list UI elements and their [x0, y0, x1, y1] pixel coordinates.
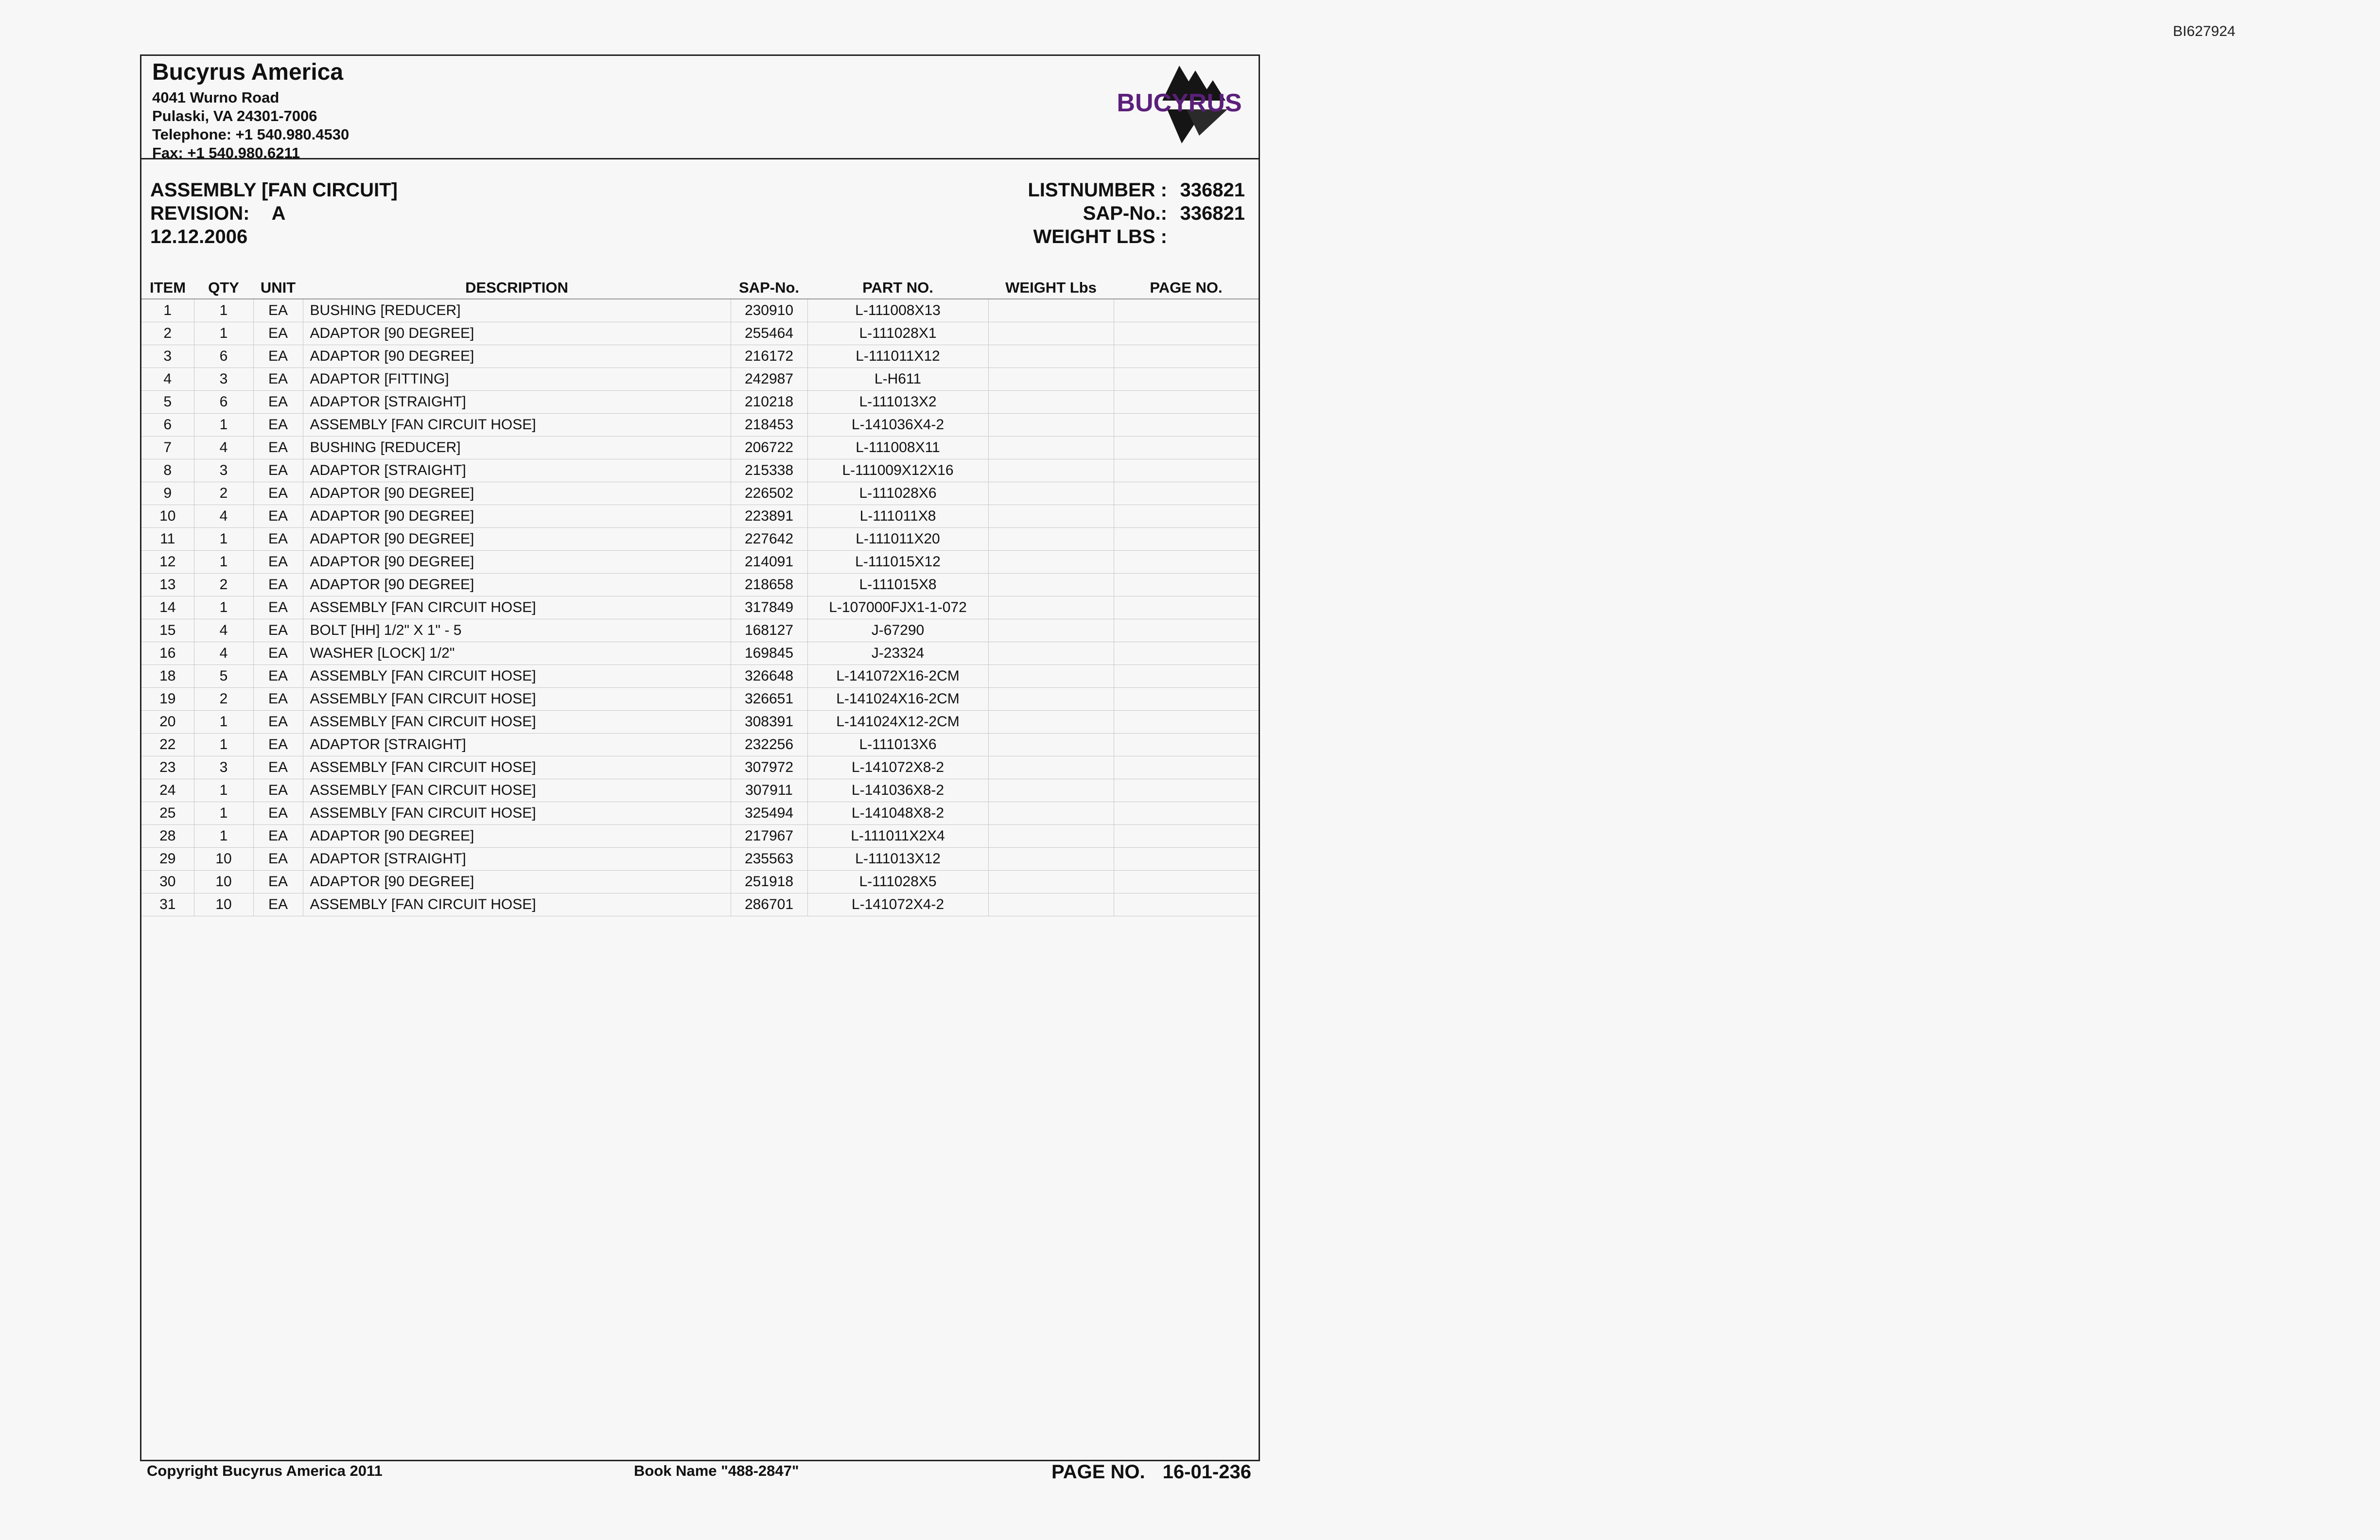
part-no-cell: L-111013X6: [807, 734, 988, 756]
qty-cell: 1: [194, 825, 253, 848]
qty-cell: 4: [194, 642, 253, 665]
table-row: [141, 893, 1259, 916]
table-row: [141, 459, 1259, 482]
sap-no-cell: 307911: [731, 779, 807, 802]
sap-no-cell: 230910: [731, 299, 807, 322]
part-no-cell: L-111028X1: [807, 322, 988, 345]
unit-cell: EA: [253, 322, 303, 345]
page-no-cell: [1114, 711, 1259, 734]
parts-table: [141, 277, 1259, 916]
table-row: [141, 596, 1259, 619]
part-no-cell: L-111011X2X4: [807, 825, 988, 848]
description-cell: ASSEMBLY [FAN CIRCUIT HOSE]: [303, 414, 731, 437]
page-number-value: 16-01-236: [1162, 1461, 1251, 1483]
item-cell: 14: [141, 596, 194, 619]
qty-cell: 2: [194, 574, 253, 596]
company-address-line1: 4041 Wurno Road: [152, 89, 280, 106]
description-cell: ASSEMBLY [FAN CIRCUIT HOSE]: [303, 893, 731, 916]
sap-no-cell: 226502: [731, 482, 807, 505]
page-no-cell: [1114, 893, 1259, 916]
unit-cell: EA: [253, 574, 303, 596]
table-row: [141, 505, 1259, 528]
unit-cell: EA: [253, 505, 303, 528]
page-no-cell: [1114, 368, 1259, 391]
item-cell: 25: [141, 802, 194, 825]
item-cell: 11: [141, 528, 194, 551]
part-no-cell: L-141048X8-2: [807, 802, 988, 825]
revision-line: [150, 202, 398, 225]
weight-cell: [988, 505, 1114, 528]
unit-cell: EA: [253, 893, 303, 916]
qty-cell: 1: [194, 551, 253, 574]
qty-cell: 10: [194, 871, 253, 893]
page-no-cell: [1114, 414, 1259, 437]
table-row: [141, 688, 1259, 711]
qty-cell: 3: [194, 368, 253, 391]
page-no-cell: [1114, 848, 1259, 871]
part-no-cell: L-141072X16-2CM: [807, 665, 988, 688]
description-cell: ASSEMBLY [FAN CIRCUIT HOSE]: [303, 711, 731, 734]
sap-no-cell: 242987: [731, 368, 807, 391]
unit-cell: EA: [253, 596, 303, 619]
part-no-cell: L-111015X12: [807, 551, 988, 574]
weight-cell: [988, 619, 1114, 642]
sap-label: SAP-No.:: [1083, 203, 1167, 224]
page-no-cell: [1114, 871, 1259, 893]
col-header-item: ITEM: [141, 277, 194, 299]
sap-no-cell: 325494: [731, 802, 807, 825]
sap-row: [1028, 202, 1245, 225]
qty-cell: 1: [194, 596, 253, 619]
weight-cell: [988, 368, 1114, 391]
part-no-cell: L-107000FJX1-1-072: [807, 596, 988, 619]
description-cell: ADAPTOR [90 DEGREE]: [303, 551, 731, 574]
unit-cell: EA: [253, 391, 303, 414]
weight-cell: [988, 893, 1114, 916]
page-number-label: PAGE NO.: [1051, 1461, 1145, 1483]
item-cell: 30: [141, 871, 194, 893]
qty-cell: 2: [194, 688, 253, 711]
unit-cell: EA: [253, 756, 303, 779]
page-no-cell: [1114, 642, 1259, 665]
description-cell: ASSEMBLY [FAN CIRCUIT HOSE]: [303, 802, 731, 825]
unit-cell: EA: [253, 825, 303, 848]
qty-cell: 10: [194, 893, 253, 916]
page-no-cell: [1114, 528, 1259, 551]
weight-cell: [988, 779, 1114, 802]
part-no-cell: L-141072X8-2: [807, 756, 988, 779]
unit-cell: EA: [253, 871, 303, 893]
page-footer: [140, 1460, 1260, 1489]
bucyrus-logo: [1109, 63, 1250, 150]
company-telephone: Telephone: +1 540.980.4530: [152, 126, 350, 143]
description-cell: ADAPTOR [90 DEGREE]: [303, 505, 731, 528]
qty-cell: 1: [194, 802, 253, 825]
weight-cell: [988, 848, 1114, 871]
description-cell: ADAPTOR [90 DEGREE]: [303, 482, 731, 505]
book-name: Book Name "488-2847": [634, 1462, 799, 1479]
sap-no-cell: 307972: [731, 756, 807, 779]
revision-label: REVISION:: [150, 203, 250, 224]
description-cell: WASHER [LOCK] 1/2": [303, 642, 731, 665]
table-row: [141, 574, 1259, 596]
sap-no-cell: 210218: [731, 391, 807, 414]
table-row: [141, 551, 1259, 574]
part-no-cell: J-23324: [807, 642, 988, 665]
part-no-cell: L-111011X12: [807, 345, 988, 368]
qty-cell: 1: [194, 322, 253, 345]
table-row: [141, 756, 1259, 779]
sap-no-cell: 235563: [731, 848, 807, 871]
weight-cell: [988, 665, 1114, 688]
part-no-cell: L-111028X5: [807, 871, 988, 893]
sap-no-cell: 168127: [731, 619, 807, 642]
weight-row: [1028, 225, 1245, 248]
page-no-cell: [1114, 619, 1259, 642]
description-cell: BUSHING [REDUCER]: [303, 437, 731, 459]
item-cell: 23: [141, 756, 194, 779]
part-no-cell: L-111008X11: [807, 437, 988, 459]
unit-cell: EA: [253, 619, 303, 642]
table-row: [141, 871, 1259, 893]
page-no-cell: [1114, 802, 1259, 825]
part-no-cell: L-111009X12X16: [807, 459, 988, 482]
sap-value: 336821: [1180, 203, 1245, 224]
item-cell: 19: [141, 688, 194, 711]
table-row: [141, 642, 1259, 665]
page-no-cell: [1114, 551, 1259, 574]
sap-no-cell: 216172: [731, 345, 807, 368]
assembly-date: 12.12.2006: [150, 226, 248, 247]
unit-cell: EA: [253, 665, 303, 688]
col-header-page-no: PAGE NO.: [1114, 277, 1259, 299]
table-row: [141, 528, 1259, 551]
part-no-cell: L-H611: [807, 368, 988, 391]
weight-cell: [988, 299, 1114, 322]
table-row: [141, 482, 1259, 505]
unit-cell: EA: [253, 482, 303, 505]
company-address-line2: Pulaski, VA 24301-7006: [152, 107, 317, 124]
weight-cell: [988, 551, 1114, 574]
page-no-cell: [1114, 322, 1259, 345]
description-cell: ASSEMBLY [FAN CIRCUIT HOSE]: [303, 665, 731, 688]
part-no-cell: L-141072X4-2: [807, 893, 988, 916]
parts-list-sheet: [140, 54, 1260, 1461]
description-cell: ADAPTOR [STRAIGHT]: [303, 848, 731, 871]
item-cell: 5: [141, 391, 194, 414]
table-row: [141, 619, 1259, 642]
sap-no-cell: 326651: [731, 688, 807, 711]
page-no-cell: [1114, 574, 1259, 596]
item-cell: 2: [141, 322, 194, 345]
description-cell: ADAPTOR [90 DEGREE]: [303, 528, 731, 551]
qty-cell: 6: [194, 345, 253, 368]
sap-no-cell: 223891: [731, 505, 807, 528]
item-cell: 12: [141, 551, 194, 574]
part-no-cell: L-111013X12: [807, 848, 988, 871]
page-no-cell: [1114, 734, 1259, 756]
unit-cell: EA: [253, 734, 303, 756]
qty-cell: 6: [194, 391, 253, 414]
assembly-info: [150, 178, 398, 248]
part-no-cell: J-67290: [807, 619, 988, 642]
description-cell: BUSHING [REDUCER]: [303, 299, 731, 322]
col-header-unit: UNIT: [253, 277, 303, 299]
unit-cell: EA: [253, 437, 303, 459]
list-info: [1028, 178, 1245, 248]
part-no-cell: L-111028X6: [807, 482, 988, 505]
weight-cell: [988, 596, 1114, 619]
part-no-cell: L-111015X8: [807, 574, 988, 596]
qty-cell: 1: [194, 414, 253, 437]
page-no-cell: [1114, 756, 1259, 779]
qty-cell: 1: [194, 711, 253, 734]
sap-no-cell: 217967: [731, 825, 807, 848]
table-row: [141, 711, 1259, 734]
copyright-notice: Copyright Bucyrus America 2011: [147, 1462, 383, 1479]
unit-cell: EA: [253, 368, 303, 391]
page-no-cell: [1114, 665, 1259, 688]
table-row: [141, 391, 1259, 414]
description-cell: ADAPTOR [STRAIGHT]: [303, 459, 731, 482]
weight-cell: [988, 802, 1114, 825]
table-row: [141, 665, 1259, 688]
page-no-cell: [1114, 345, 1259, 368]
weight-cell: [988, 322, 1114, 345]
description-cell: ASSEMBLY [FAN CIRCUIT HOSE]: [303, 596, 731, 619]
sap-no-cell: 286701: [731, 893, 807, 916]
weight-cell: [988, 528, 1114, 551]
description-cell: ADAPTOR [90 DEGREE]: [303, 322, 731, 345]
item-cell: 15: [141, 619, 194, 642]
item-cell: 3: [141, 345, 194, 368]
page-no-cell: [1114, 596, 1259, 619]
col-header-sap-no: SAP-No.: [731, 277, 807, 299]
qty-cell: 4: [194, 437, 253, 459]
item-cell: 8: [141, 459, 194, 482]
weight-cell: [988, 688, 1114, 711]
qty-cell: 3: [194, 459, 253, 482]
listnumber-label: LISTNUMBER :: [1028, 179, 1167, 201]
qty-cell: 1: [194, 734, 253, 756]
unit-cell: EA: [253, 551, 303, 574]
company-fax: Fax: +1 540.980.6211: [152, 144, 300, 161]
item-cell: 31: [141, 893, 194, 916]
weight-cell: [988, 482, 1114, 505]
description-cell: ADAPTOR [FITTING]: [303, 368, 731, 391]
page-no-cell: [1114, 482, 1259, 505]
table-row: [141, 299, 1259, 322]
unit-cell: EA: [253, 802, 303, 825]
table-row: [141, 322, 1259, 345]
weight-cell: [988, 437, 1114, 459]
sap-no-cell: 218658: [731, 574, 807, 596]
part-no-cell: L-141036X8-2: [807, 779, 988, 802]
sap-no-cell: 227642: [731, 528, 807, 551]
weight-cell: [988, 345, 1114, 368]
weight-cell: [988, 756, 1114, 779]
unit-cell: EA: [253, 711, 303, 734]
page-no-cell: [1114, 779, 1259, 802]
unit-cell: EA: [253, 848, 303, 871]
table-row: [141, 345, 1259, 368]
item-cell: 1: [141, 299, 194, 322]
weight-cell: [988, 825, 1114, 848]
weight-cell: [988, 459, 1114, 482]
revision-value: A: [271, 203, 286, 224]
listnumber-row: [1028, 178, 1245, 202]
sap-no-cell: 169845: [731, 642, 807, 665]
sap-no-cell: 215338: [731, 459, 807, 482]
weight-cell: [988, 414, 1114, 437]
description-cell: ADAPTOR [90 DEGREE]: [303, 345, 731, 368]
unit-cell: EA: [253, 414, 303, 437]
unit-cell: EA: [253, 299, 303, 322]
qty-cell: 10: [194, 848, 253, 871]
page-no-cell: [1114, 825, 1259, 848]
qty-cell: 3: [194, 756, 253, 779]
sap-no-cell: 326648: [731, 665, 807, 688]
part-no-cell: L-141024X16-2CM: [807, 688, 988, 711]
item-cell: 16: [141, 642, 194, 665]
part-no-cell: L-111011X20: [807, 528, 988, 551]
page-no-cell: [1114, 391, 1259, 414]
part-no-cell: L-141024X12-2CM: [807, 711, 988, 734]
description-cell: ASSEMBLY [FAN CIRCUIT HOSE]: [303, 688, 731, 711]
item-cell: 22: [141, 734, 194, 756]
table-row: [141, 779, 1259, 802]
table-row: [141, 848, 1259, 871]
table-row: [141, 802, 1259, 825]
unit-cell: EA: [253, 459, 303, 482]
qty-cell: 5: [194, 665, 253, 688]
listnumber-value: 336821: [1180, 179, 1245, 201]
page-number: [1051, 1461, 1251, 1483]
description-cell: ADAPTOR [STRAIGHT]: [303, 734, 731, 756]
parts-table-body: [141, 299, 1259, 916]
item-cell: 6: [141, 414, 194, 437]
description-cell: ADAPTOR [90 DEGREE]: [303, 574, 731, 596]
sap-no-cell: 317849: [731, 596, 807, 619]
unit-cell: EA: [253, 779, 303, 802]
company-name: Bucyrus America: [152, 59, 344, 85]
qty-cell: 4: [194, 619, 253, 642]
item-cell: 20: [141, 711, 194, 734]
col-header-description: DESCRIPTION: [303, 277, 731, 299]
part-no-cell: L-111008X13: [807, 299, 988, 322]
weight-label: WEIGHT LBS :: [1033, 226, 1167, 247]
description-cell: ASSEMBLY [FAN CIRCUIT HOSE]: [303, 756, 731, 779]
weight-cell: [988, 574, 1114, 596]
sap-no-cell: 232256: [731, 734, 807, 756]
qty-cell: 4: [194, 505, 253, 528]
weight-cell: [988, 734, 1114, 756]
sap-no-cell: 214091: [731, 551, 807, 574]
sap-no-cell: 255464: [731, 322, 807, 345]
part-no-cell: L-111011X8: [807, 505, 988, 528]
qty-cell: 1: [194, 299, 253, 322]
part-no-cell: L-141036X4-2: [807, 414, 988, 437]
item-cell: 7: [141, 437, 194, 459]
table-row: [141, 414, 1259, 437]
description-cell: ASSEMBLY [FAN CIRCUIT HOSE]: [303, 779, 731, 802]
assembly-title: ASSEMBLY [FAN CIRCUIT]: [150, 179, 398, 201]
qty-cell: 1: [194, 528, 253, 551]
document-id: BI627924: [2173, 23, 2236, 39]
item-cell: 4: [141, 368, 194, 391]
table-header-row: [141, 277, 1259, 299]
weight-value: [1167, 225, 1245, 248]
weight-cell: [988, 711, 1114, 734]
sap-no-cell: 251918: [731, 871, 807, 893]
col-header-part-no: PART NO.: [807, 277, 988, 299]
table-row: [141, 734, 1259, 756]
page-no-cell: [1114, 437, 1259, 459]
col-header-qty: QTY: [194, 277, 253, 299]
sap-no-cell: 218453: [731, 414, 807, 437]
table-row: [141, 437, 1259, 459]
sheet-header: [141, 56, 1259, 159]
logo-wordmark: BUCYRUS: [1117, 89, 1242, 117]
qty-cell: 2: [194, 482, 253, 505]
table-row: [141, 825, 1259, 848]
unit-cell: EA: [253, 528, 303, 551]
table-row: [141, 368, 1259, 391]
item-cell: 18: [141, 665, 194, 688]
weight-cell: [988, 391, 1114, 414]
unit-cell: EA: [253, 688, 303, 711]
sap-no-cell: 308391: [731, 711, 807, 734]
page-no-cell: [1114, 505, 1259, 528]
page-no-cell: [1114, 459, 1259, 482]
part-no-cell: L-111013X2: [807, 391, 988, 414]
unit-cell: EA: [253, 345, 303, 368]
weight-cell: [988, 642, 1114, 665]
description-cell: BOLT [HH] 1/2" X 1" - 5: [303, 619, 731, 642]
item-cell: 29: [141, 848, 194, 871]
item-cell: 24: [141, 779, 194, 802]
company-block: [152, 59, 349, 162]
page-no-cell: [1114, 299, 1259, 322]
item-cell: 9: [141, 482, 194, 505]
sap-no-cell: 206722: [731, 437, 807, 459]
qty-cell: 1: [194, 779, 253, 802]
title-block: [141, 173, 1259, 245]
description-cell: ADAPTOR [90 DEGREE]: [303, 871, 731, 893]
item-cell: 13: [141, 574, 194, 596]
description-cell: ADAPTOR [90 DEGREE]: [303, 825, 731, 848]
page-no-cell: [1114, 688, 1259, 711]
unit-cell: EA: [253, 642, 303, 665]
item-cell: 10: [141, 505, 194, 528]
item-cell: 28: [141, 825, 194, 848]
weight-cell: [988, 871, 1114, 893]
description-cell: ADAPTOR [STRAIGHT]: [303, 391, 731, 414]
col-header-weight: WEIGHT Lbs: [988, 277, 1114, 299]
